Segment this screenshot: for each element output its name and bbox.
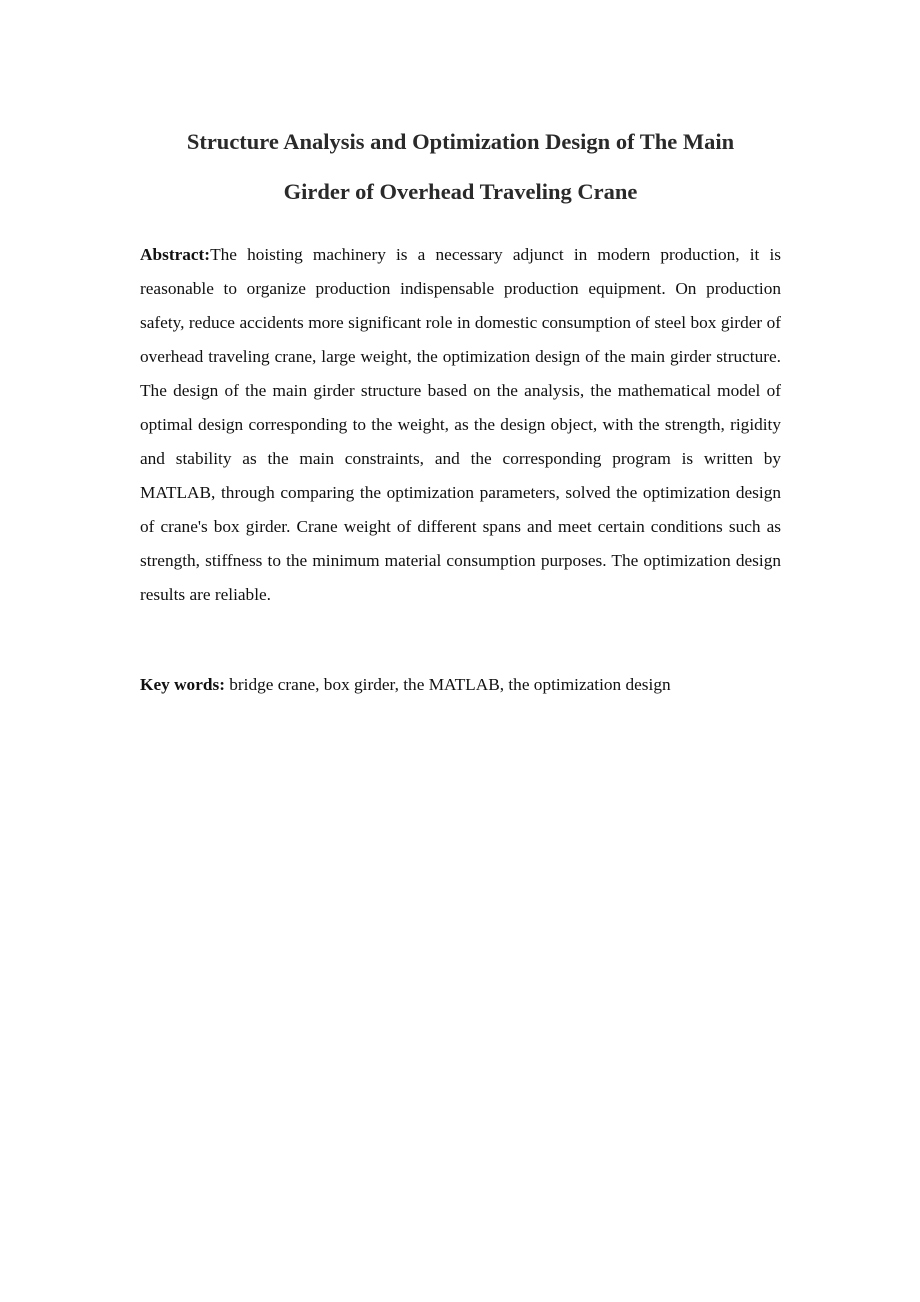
paper-title-line-1: Structure Analysis and Optimization Design of The Main — [186, 129, 735, 154]
keywords-text: bridge crane, box girder, the MATLAB, the optimization design — [224, 675, 671, 694]
keywords-paragraph — [140, 668, 781, 702]
keywords-label: Key words: — [140, 675, 225, 694]
abstract-text: The hoisting machinery is a necessary adjunct in modern production, it is reasonable to organize production indispensable production equipment. On production safety, reduce accidents more significant role in domestic consumption of steel box girder of overhead traveling crane, large weight, the optimization design of the main girder structure. The design of the main girder structure based on the analysis, the mathematical model of optimal design corresponding to the weight, as the design object, with the strength, rigidity and stability as the main constraints, and the corresponding program is written by MATLAB, through comparing the optimization parameters, solved the optimization design of crane's box girder. Crane weight of different spans and meet certain conditions such as strength, stiffness to the minimum material consumption purposes. The optimization design results are reliable. — [140, 245, 781, 604]
abstract-paragraph — [140, 238, 781, 612]
abstract-label: Abstract: — [140, 245, 211, 264]
paper-title-line-2: Girder of Overhead Traveling Crane — [283, 179, 638, 204]
paper-title — [140, 117, 781, 217]
